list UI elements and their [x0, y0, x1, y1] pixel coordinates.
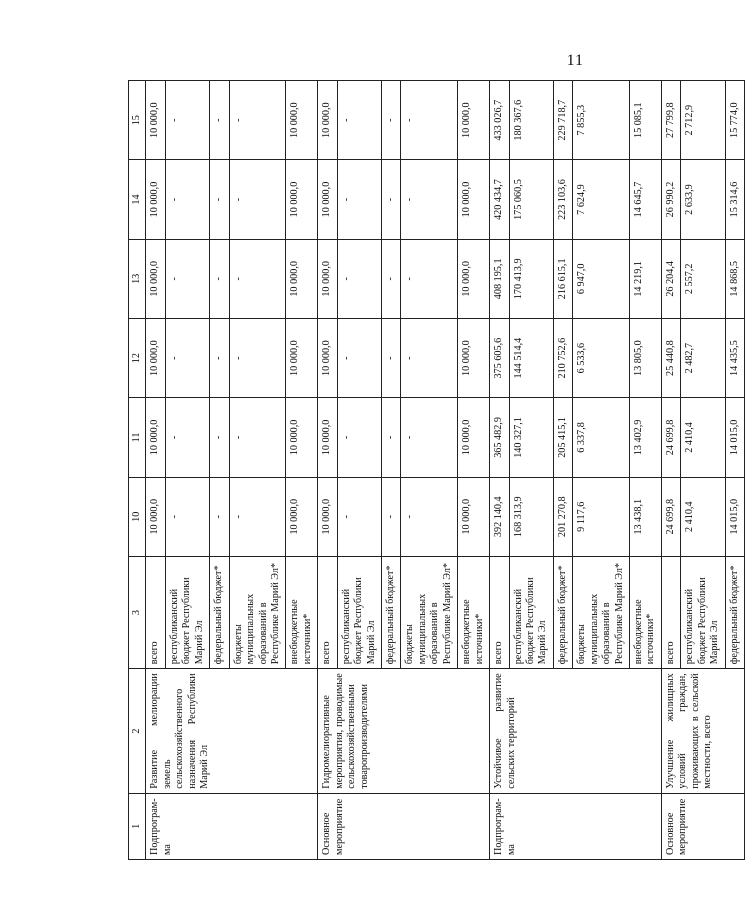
amount-cell: 2 410,4: [681, 398, 725, 477]
amount-cell: -: [401, 398, 458, 477]
amount-cell: 14 015,0: [725, 477, 744, 556]
amount-cell: 175 060,5: [509, 160, 553, 239]
amount-cell: -: [165, 160, 209, 239]
rotated-table-wrapper: [128, 80, 740, 860]
amount-cell: -: [382, 239, 401, 318]
amount-cell: -: [337, 398, 381, 477]
amount-cell: 6 947,0: [573, 239, 630, 318]
funding-source-cell: внебюджетные источники*: [286, 556, 318, 668]
amount-cell: -: [210, 160, 229, 239]
funding-source-cell: федеральный бюджет*: [553, 556, 572, 668]
amount-cell: 2 557,2: [681, 239, 725, 318]
amount-cell: 365 482,9: [490, 398, 509, 477]
amount-cell: 14 015,0: [725, 398, 744, 477]
amount-cell: 10 000,0: [458, 81, 490, 160]
column-header: 2: [129, 669, 146, 793]
funding-source-cell: федеральный бюджет*: [382, 556, 401, 668]
amount-cell: 201 270,8: [553, 477, 572, 556]
amount-cell: -: [229, 239, 286, 318]
amount-cell: 223 103,6: [553, 160, 572, 239]
amount-cell: -: [229, 160, 286, 239]
amount-cell: 10 000,0: [146, 477, 165, 556]
amount-cell: 10 000,0: [318, 318, 337, 397]
amount-cell: 2 482,7: [681, 318, 725, 397]
amount-cell: 15 085,1: [630, 81, 662, 160]
amount-cell: 25 440,8: [661, 318, 680, 397]
amount-cell: 26 990,2: [661, 160, 680, 239]
amount-cell: -: [382, 477, 401, 556]
budget-table: [128, 80, 745, 860]
amount-cell: 216 615,1: [553, 239, 572, 318]
funding-source-cell: внебюджетные источники*: [458, 556, 490, 668]
amount-cell: -: [210, 239, 229, 318]
amount-cell: 10 000,0: [318, 239, 337, 318]
amount-cell: -: [229, 477, 286, 556]
amount-cell: 27 799,8: [661, 81, 680, 160]
amount-cell: 420 434,7: [490, 160, 509, 239]
amount-cell: 10 000,0: [286, 477, 318, 556]
amount-cell: 10 000,0: [286, 398, 318, 477]
funding-source-cell: бюджеты муниципальных образований в Республике Марий Эл*: [573, 556, 630, 668]
amount-cell: 14 435,5: [725, 318, 744, 397]
column-header: 15: [129, 81, 146, 160]
amount-cell: 24 699,8: [661, 398, 680, 477]
program-type-cell: Основное мероприятие: [318, 793, 490, 859]
funding-source-cell: всего: [146, 556, 165, 668]
header-row: [129, 81, 146, 860]
amount-cell: 10 000,0: [318, 477, 337, 556]
amount-cell: 408 195,1: [490, 239, 509, 318]
amount-cell: 10 000,0: [286, 239, 318, 318]
program-name-cell: Улучшение жилищных условий граждан, проживающих в сельской местности, всего: [661, 669, 744, 793]
amount-cell: -: [165, 318, 209, 397]
table-row: [661, 81, 680, 860]
amount-cell: 14 645,7: [630, 160, 662, 239]
funding-source-cell: республиканский бюджет Республики Марий Эл: [509, 556, 553, 668]
program-name-cell: Развитие мелиорации земель сельскохозяйственного назначения Республики Марий Эл: [146, 669, 318, 793]
amount-cell: 433 026,7: [490, 81, 509, 160]
page-number: 11: [566, 52, 584, 69]
amount-cell: -: [210, 81, 229, 160]
amount-cell: 13 438,1: [630, 477, 662, 556]
amount-cell: 10 000,0: [146, 239, 165, 318]
amount-cell: -: [337, 160, 381, 239]
amount-cell: -: [337, 477, 381, 556]
amount-cell: 10 000,0: [146, 160, 165, 239]
amount-cell: -: [229, 81, 286, 160]
amount-cell: -: [337, 239, 381, 318]
amount-cell: 7 855,3: [573, 81, 630, 160]
funding-source-cell: федеральный бюджет*: [210, 556, 229, 668]
amount-cell: -: [401, 160, 458, 239]
amount-cell: 6 337,8: [573, 398, 630, 477]
amount-cell: 10 000,0: [286, 81, 318, 160]
funding-source-cell: бюджеты муниципальных образований в Республике Марий Эл*: [229, 556, 286, 668]
funding-source-cell: всего: [318, 556, 337, 668]
amount-cell: -: [165, 239, 209, 318]
amount-cell: 13 402,9: [630, 398, 662, 477]
amount-cell: -: [382, 81, 401, 160]
program-type-cell: Подпрограм-ма: [146, 793, 318, 859]
amount-cell: -: [401, 477, 458, 556]
table-row: [146, 81, 165, 860]
amount-cell: 7 624,9: [573, 160, 630, 239]
program-name-cell: Гидромелиоративные мероприятия, проводимые сельскохозяйственными товаропроизводителями: [318, 669, 490, 793]
amount-cell: -: [337, 318, 381, 397]
column-header: 13: [129, 239, 146, 318]
table-body: [146, 81, 745, 860]
amount-cell: 375 605,6: [490, 318, 509, 397]
amount-cell: -: [401, 318, 458, 397]
amount-cell: 10 000,0: [318, 81, 337, 160]
amount-cell: 10 000,0: [458, 398, 490, 477]
amount-cell: 170 413,9: [509, 239, 553, 318]
column-header: 12: [129, 318, 146, 397]
amount-cell: 24 699,8: [661, 477, 680, 556]
funding-source-cell: всего: [490, 556, 509, 668]
amount-cell: -: [382, 160, 401, 239]
amount-cell: 13 805,0: [630, 318, 662, 397]
amount-cell: 10 000,0: [318, 160, 337, 239]
amount-cell: 10 000,0: [458, 318, 490, 397]
funding-source-cell: республиканский бюджет Республики Марий Эл: [681, 556, 725, 668]
amount-cell: 10 000,0: [458, 160, 490, 239]
column-header: 1: [129, 793, 146, 859]
amount-cell: 229 718,7: [553, 81, 572, 160]
amount-cell: 14 868,5: [725, 239, 744, 318]
amount-cell: 10 000,0: [286, 318, 318, 397]
column-header: 10: [129, 477, 146, 556]
amount-cell: 10 000,0: [146, 81, 165, 160]
program-type-cell: Подпрограм-ма: [490, 793, 662, 859]
amount-cell: -: [382, 398, 401, 477]
amount-cell: 26 204,4: [661, 239, 680, 318]
column-header: 11: [129, 398, 146, 477]
amount-cell: -: [165, 477, 209, 556]
column-header: 14: [129, 160, 146, 239]
funding-source-cell: республиканский бюджет Республики Марий Эл: [165, 556, 209, 668]
amount-cell: 2 410,4: [681, 477, 725, 556]
amount-cell: 10 000,0: [286, 160, 318, 239]
amount-cell: -: [210, 398, 229, 477]
amount-cell: 10 000,0: [458, 239, 490, 318]
amount-cell: 9 117,6: [573, 477, 630, 556]
table-row: [318, 81, 337, 860]
funding-source-cell: всего: [661, 556, 680, 668]
amount-cell: -: [165, 398, 209, 477]
amount-cell: 15 774,0: [725, 81, 744, 160]
funding-source-cell: бюджеты муниципальных образований в Республике Марий Эл*: [401, 556, 458, 668]
funding-source-cell: федеральный бюджет*: [725, 556, 744, 668]
amount-cell: 205 415,1: [553, 398, 572, 477]
program-name-cell: Устойчивое развитие сельских территорий: [490, 669, 662, 793]
amount-cell: -: [210, 318, 229, 397]
amount-cell: -: [165, 81, 209, 160]
table-row: [490, 81, 509, 860]
amount-cell: 10 000,0: [318, 398, 337, 477]
amount-cell: 210 752,6: [553, 318, 572, 397]
amount-cell: 168 313,9: [509, 477, 553, 556]
amount-cell: 2 712,9: [681, 81, 725, 160]
amount-cell: 6 533,6: [573, 318, 630, 397]
amount-cell: 14 219,1: [630, 239, 662, 318]
amount-cell: 140 327,1: [509, 398, 553, 477]
amount-cell: -: [229, 318, 286, 397]
amount-cell: -: [210, 477, 229, 556]
program-type-cell: Основное мероприятие: [661, 793, 744, 859]
amount-cell: -: [229, 398, 286, 477]
amount-cell: 10 000,0: [146, 318, 165, 397]
funding-source-cell: внебюджетные источники*: [630, 556, 662, 668]
amount-cell: -: [382, 318, 401, 397]
amount-cell: 392 140,4: [490, 477, 509, 556]
amount-cell: 15 314,6: [725, 160, 744, 239]
amount-cell: 180 367,6: [509, 81, 553, 160]
amount-cell: -: [337, 81, 381, 160]
column-header: 3: [129, 556, 146, 668]
amount-cell: 144 514,4: [509, 318, 553, 397]
amount-cell: -: [401, 239, 458, 318]
amount-cell: -: [401, 81, 458, 160]
amount-cell: 10 000,0: [458, 477, 490, 556]
amount-cell: 10 000,0: [146, 398, 165, 477]
funding-source-cell: республиканский бюджет Республики Марий Эл: [337, 556, 381, 668]
amount-cell: 2 633,9: [681, 160, 725, 239]
